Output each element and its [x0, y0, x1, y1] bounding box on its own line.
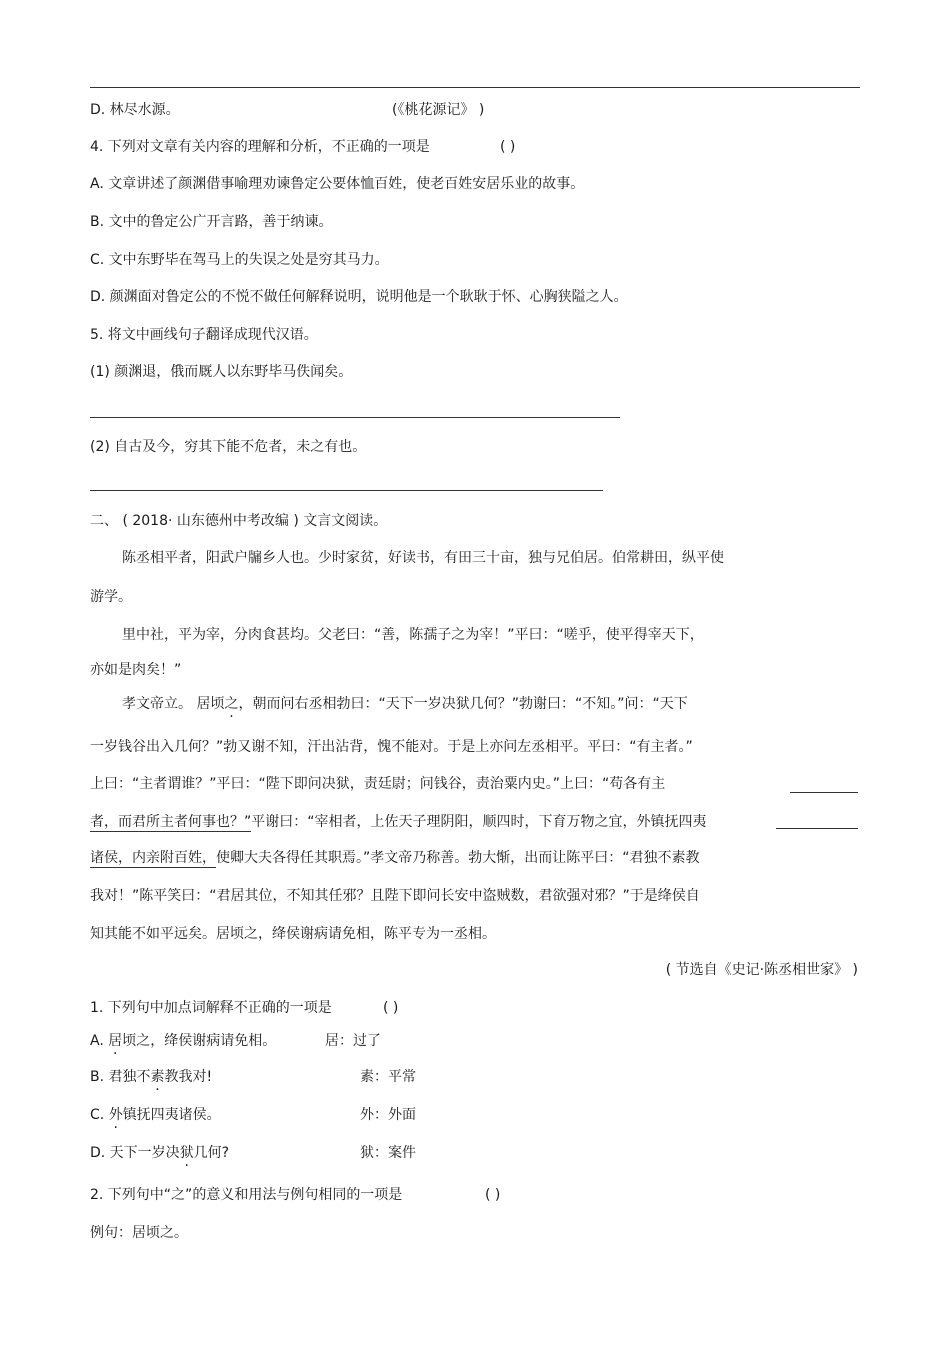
- passage-p2b: 亦如是肉矣！”: [90, 662, 182, 678]
- underlined-sentence-2: 诸侯，内亲附百姓，: [90, 850, 216, 866]
- passage-source: ( 节选自《史记·陈丞相世家》 ): [665, 962, 858, 978]
- answer-line-2: [90, 490, 603, 491]
- dotted-char: 居: [108, 1033, 123, 1049]
- passage-p3g: 知其能不如平远矣。居顷之，绛侯谢病请免相，陈平专为一丞相。: [90, 926, 496, 942]
- q1-answer-paren: ( ): [383, 1000, 399, 1016]
- q5-stem: 5. 将文中画线句子翻译成现代汉语。: [90, 327, 318, 343]
- passage-p1b: 游学。: [90, 589, 132, 605]
- q2-example: 例句：居顷之。: [90, 1225, 188, 1241]
- q1-option-d: D. 天下一岁决狱几何?: [90, 1145, 230, 1161]
- passage-p2a: 里中社，平为宰，分肉食甚均。父老曰：“善，陈孺子之为宰！”平曰：“嗟乎，使平得宰天下，: [122, 627, 704, 643]
- section-heading: 二、 ( 2018· 山东德州中考改编 ) 文言文阅读。: [90, 513, 388, 529]
- q4-option-b: B. 文中的鲁定公广开言路，善于纳谏。: [90, 214, 333, 230]
- q4-option-a: A. 文章讲述了颜渊借事喻理劝谏鲁定公要体恤百姓，使老百姓安居乐业的故事。: [90, 176, 585, 192]
- q4-answer-paren: ( ): [500, 139, 516, 155]
- dotted-char: 素: [150, 1069, 165, 1085]
- passage-p3a: 孝文帝立。 居顷之，朝而问右丞相勃曰：“天下一岁决狱几何？”勃谢曰：“不知。”问：“天下: [122, 696, 688, 712]
- prev-option-d: D. 林尽水源。: [90, 102, 180, 118]
- underline-tail-2: [776, 828, 858, 829]
- q5-sentence-1: (1) 颜渊退，俄而厩人以东野毕马佚闻矣。: [90, 364, 353, 380]
- q4-option-c: C. 文中东野毕在驾马上的失误之处是穷其马力。: [90, 252, 389, 268]
- q1-option-b-gloss: 素：平常: [360, 1069, 416, 1085]
- q1-stem: 1. 下列句中加点词解释不正确的一项是: [90, 1000, 332, 1016]
- dotted-char: 外: [108, 1107, 123, 1123]
- dotted-char: 狱: [179, 1145, 194, 1161]
- q4-stem: 4. 下列对文章有关内容的理解和分析，不正确的一项是: [90, 139, 430, 155]
- passage-p3e: 诸侯，内亲附百姓，使卿大夫各得任其职焉。”孝文帝乃称善。勃大惭，出而让陈平曰：“君独不素教: [90, 850, 700, 866]
- dotted-char: 之: [224, 696, 239, 712]
- underline-tail-1: [790, 792, 858, 793]
- q1-option-a-gloss: 居：过了: [325, 1033, 381, 1049]
- passage-p1a: 陈丞相平者，阳武户牖乡人也。少时家贫，好读书，有田三十亩，独与兄伯居。伯常耕田，纵平使: [122, 550, 724, 566]
- q2-answer-paren: ( ): [485, 1187, 501, 1203]
- passage-p3b: 一岁钱谷出入几何？”勃又谢不知，汗出沾背，愧不能对。于是上亦问左丞相平。平曰：“有主者。”: [90, 739, 693, 755]
- passage-p3f: 我对！”陈平笑曰：“君居其位，不知其任邪？且陛下即问长安中盗贼数，君欲强对邪？”于是绛侯自: [90, 888, 700, 904]
- q1-option-c-gloss: 外：外面: [360, 1107, 416, 1123]
- top-rule: [90, 87, 860, 88]
- q4-option-d: D. 颜渊面对鲁定公的不悦不做任何解释说明，说明他是一个耿耿于怀、心胸狭隘之人。: [90, 289, 628, 305]
- q1-option-b: B. 君独不素教我对!: [90, 1069, 213, 1085]
- q1-option-c: C. 外镇抚四夷诸侯。: [90, 1107, 221, 1123]
- q2-stem: 2. 下列句中“之”的意义和用法与例句相同的一项是: [90, 1187, 403, 1203]
- q1-option-d-gloss: 狱：案件: [360, 1145, 416, 1161]
- prev-option-d-source: (《桃花源记》 ): [392, 102, 485, 118]
- passage-p3c: 上曰：“主者谓谁？”平曰：“陛下即问决狱，责廷尉；问钱谷，责治粟内史。”上曰：“苟各有主: [90, 776, 666, 792]
- q5-sentence-2: (2) 自古及今，穷其下能不危者，未之有也。: [90, 439, 367, 455]
- answer-line-1: [90, 417, 620, 418]
- q1-option-a: A. 居顷之，绛侯谢病请免相。: [90, 1033, 277, 1049]
- underlined-sentence-1: 者，而君所主者何事也？”: [90, 814, 252, 830]
- passage-p3d: 者，而君所主者何事也？”平谢曰：“宰相者，上佐天子理阴阳，顺四时，下育万物之宜，外镇抚四夷: [90, 814, 707, 830]
